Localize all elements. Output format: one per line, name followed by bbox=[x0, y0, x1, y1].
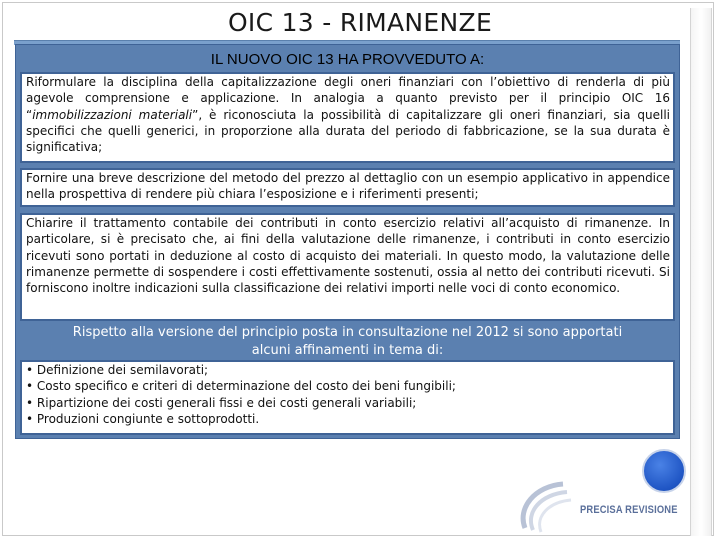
affinamenti-heading-line2: alcuni affinamenti in tema di: bbox=[251, 343, 444, 358]
text-box-contributi: Chiarire il trattamento contabile dei contributi in conto esercizio relativi all’acquisto di rimanenze. In particolare, si è precisato che, ai fini della valutazione delle rimanenze, i contributi in conto esercizio ricevuti sono portati in deduzione al costo di acquisto dei materiali. In questo modo, la valutazione delle rimanenze permette di sospendere i costi effettivamente sostenuti, ossia al netto dei contributi ricevuti. Si forniscono inoltre indicazioni sulla classificazione dei relativi importi nelle voci di conto economico. bbox=[20, 213, 675, 321]
box1-text-part2: ”, è riconosciuta la possibilità di capitalizzare gli oneri finanziari, sia quelli specifici che quelli generici, in proporzione alla durata del periodo di fabbricazione, se la sua durata è significativa; bbox=[26, 107, 670, 155]
text-box-prezzo-dettaglio: Fornire una breve descrizione del metodo del prezzo al dettaglio con un esempio applicativo in appendice nella prospettiva di rendere più chiara l’esposizione e i riferimenti presenti; bbox=[20, 168, 675, 207]
logo-swirl-icon bbox=[515, 478, 585, 534]
content-panel bbox=[15, 44, 680, 439]
decorative-circle-icon bbox=[642, 449, 686, 493]
bullet-item: • Produzioni congiunte e sottoprodotti. bbox=[26, 411, 260, 426]
bullet-item: • Costo specifico e criteri di determinazione del costo dei beni fungibili; bbox=[26, 379, 456, 394]
slide-title: OIC 13 - RIMANENZE bbox=[227, 8, 493, 37]
bullet-item: • Definizione dei semilavorati; bbox=[26, 363, 209, 377]
affinamenti-heading bbox=[16, 324, 679, 360]
text-box-oneri-finanziari bbox=[20, 72, 675, 163]
bullet-item: • Ripartizione dei costi generali fissi e dei costi generali variabili; bbox=[26, 395, 417, 410]
panel-heading: IL NUOVO OIC 13 HA PROVVEDUTO A: bbox=[210, 51, 485, 68]
slide-side-bar bbox=[690, 8, 712, 536]
bullet-list-box bbox=[20, 360, 675, 435]
box1-text-part1: Riformulare la disciplina della capitalizzazione degli oneri finanziari con l’obiettivo di renderla di più agevole comprensione e applicazione. In analogia a quanto previsto per il principio OIC 16 “ bbox=[26, 75, 670, 122]
box1-italic-text: immobilizzazioni materiali bbox=[32, 107, 193, 122]
affinamenti-heading-line1: Rispetto alla versione del principio posta in consultazione nel 2012 si sono apportati bbox=[72, 325, 623, 340]
logo-text: PRECISA REVISIONE bbox=[580, 504, 678, 516]
